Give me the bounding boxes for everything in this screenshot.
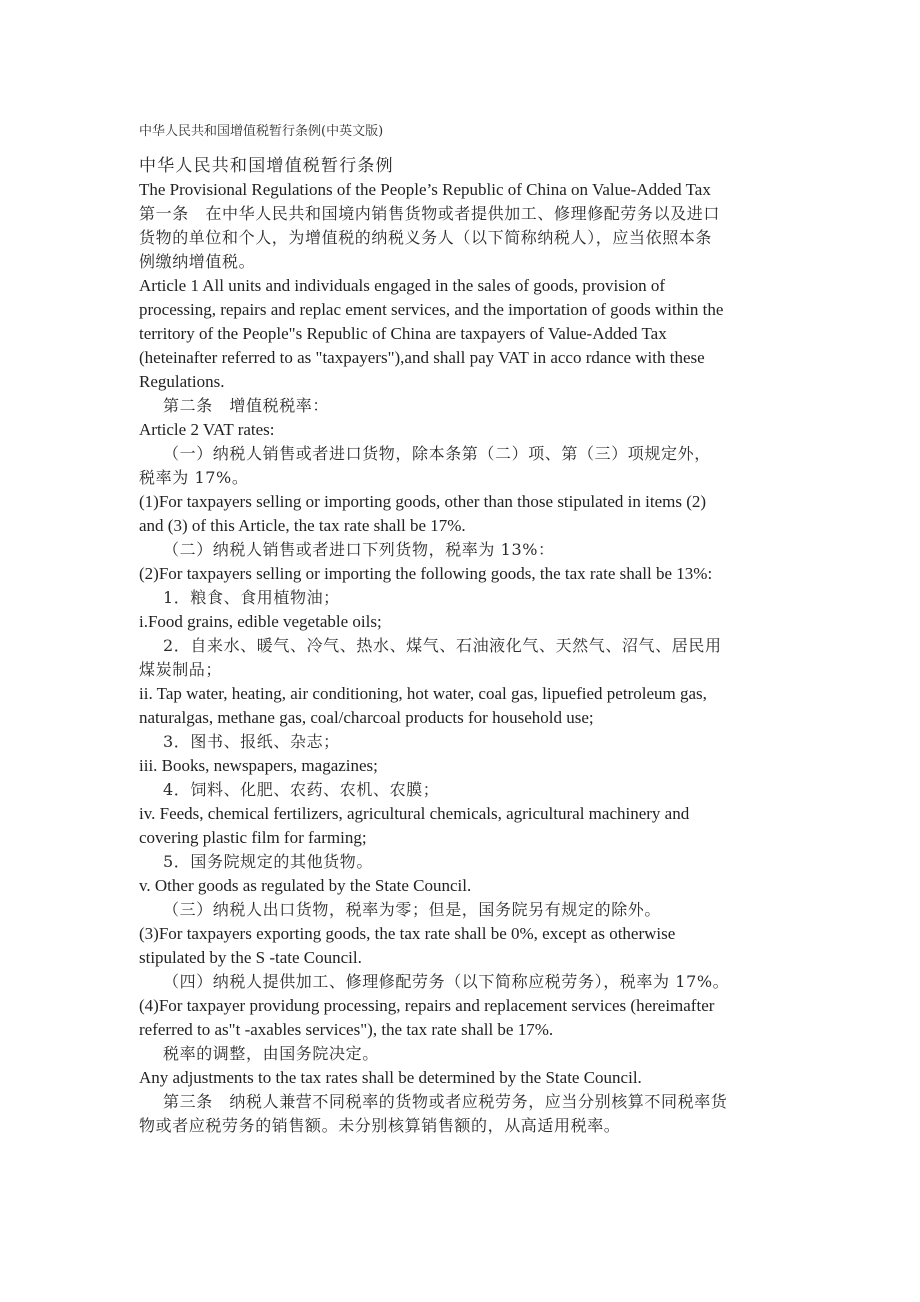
text-line-chinese: 煤炭制品； <box>139 660 223 679</box>
text-line-chinese: 2．自来水、暖气、冷气、热水、煤气、石油液化气、天然气、沼气、居民用 <box>163 636 722 655</box>
text-line-english: referred to as"t -axables services"), the tax rate shall be 17%. <box>139 1020 554 1039</box>
text-line-english: territory of the People"s Republic of China are taxpayers of Value-Added Tax <box>139 324 667 343</box>
text-line-chinese: 例缴纳增值税。 <box>139 252 256 271</box>
text-line-english: Article 1 All units and individuals engaged in the sales of goods, provision of <box>139 276 665 295</box>
text-line-chinese: 3．图书、报纸、杂志； <box>163 732 340 751</box>
text-line-chinese: 第一条 在中华人民共和国境内销售货物或者提供加工、修理修配劳务以及进口 <box>139 204 721 223</box>
document-header-title: 中华人民共和国增值税暂行条例(中英文版) <box>139 124 384 139</box>
text-line-english: and (3) of this Article, the tax rate shall be 17%. <box>139 516 466 535</box>
text-line-chinese: 5．国务院规定的其他货物。 <box>163 852 373 871</box>
text-line-english: (heteinafter referred to as "taxpayers"),and shall pay VAT in acco rdance with these <box>139 348 705 367</box>
text-line-english: covering plastic film for farming; <box>139 828 367 847</box>
text-line-english: ii. Tap water, heating, air conditioning, hot water, coal gas, lipuefied petroleum gas, <box>139 684 707 703</box>
text-line-chinese: 税率为 17%。 <box>139 468 249 487</box>
text-line-english: iii. Books, newspapers, magazines; <box>139 756 378 775</box>
text-line-chinese: 物或者应税劳务的销售额。未分别核算销售额的，从高适用税率。 <box>139 1116 621 1135</box>
text-line-english: (2)For taxpayers selling or importing the following goods, the tax rate shall be 13%: <box>139 564 713 583</box>
text-line-english: (4)For taxpayer providung processing, repairs and replacement services (hereimafter <box>139 996 715 1015</box>
text-line-chinese: 第三条 纳税人兼营不同税率的货物或者应税劳务，应当分别核算不同税率货 <box>163 1092 728 1111</box>
text-line-english: (1)For taxpayers selling or importing goods, other than those stipulated in items (2) <box>139 492 707 511</box>
text-line-english: naturalgas, methane gas, coal/charcoal products for household use; <box>139 708 594 727</box>
text-line-chinese: （一）纳税人销售或者进口货物，除本条第（二）项、第（三）项规定外， <box>163 444 711 463</box>
text-line-english: Regulations. <box>139 372 225 391</box>
text-line-chinese: 税率的调整，由国务院决定。 <box>163 1044 379 1063</box>
text-line-english: v. Other goods as regulated by the State Council. <box>139 876 472 895</box>
text-line-chinese: 4．饲料、化肥、农药、农机、农膜； <box>163 780 440 799</box>
text-line-english: The Provisional Regulations of the People’s Republic of China on Value-Added Tax <box>139 180 711 199</box>
text-line-english: processing, repairs and replac ement services, and the importation of goods within the <box>139 300 724 319</box>
text-line-english: i.Food grains, edible vegetable oils; <box>139 612 382 631</box>
text-line-english: Any adjustments to the tax rates shall be determined by the State Council. <box>139 1068 642 1087</box>
document-body <box>139 154 799 1138</box>
text-line-english: iv. Feeds, chemical fertilizers, agricultural chemicals, agricultural machinery and <box>139 804 690 823</box>
text-line-chinese: 1．粮食、食用植物油； <box>163 588 340 607</box>
text-line-chinese: 中华人民共和国增值税暂行条例 <box>139 156 394 176</box>
text-line-chinese: （四）纳税人提供加工、修理修配劳务（以下简称应税劳务），税率为 17%。 <box>163 972 730 991</box>
text-line-chinese: （三）纳税人出口货物，税率为零；但是，国务院另有规定的除外。 <box>163 900 662 919</box>
text-line-chinese: 货物的单位和个人，为增值税的纳税义务人（以下简称纳税人），应当依照本条 <box>139 228 713 247</box>
text-line-chinese: 第二条 增值税税率： <box>163 396 330 415</box>
text-line-chinese: （二）纳税人销售或者进口下列货物，税率为 13%： <box>163 540 555 559</box>
text-line-english: Article 2 VAT rates: <box>139 420 275 439</box>
text-line-english: stipulated by the S -tate Council. <box>139 948 362 967</box>
text-line-english: (3)For taxpayers exporting goods, the tax rate shall be 0%, except as otherwise <box>139 924 676 943</box>
